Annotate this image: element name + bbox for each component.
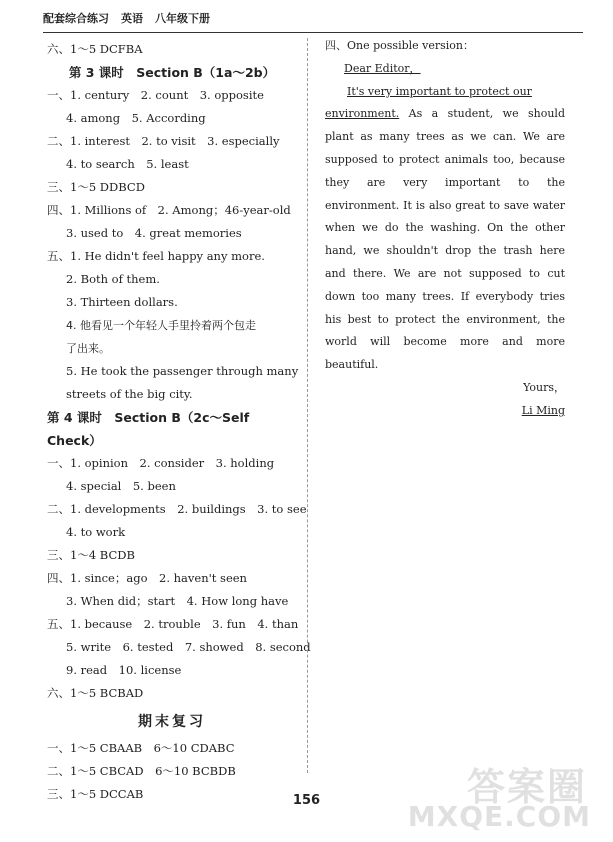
right-column bbox=[325, 35, 565, 423]
answer-line: 4. special 5. been bbox=[66, 479, 176, 493]
essay-line: plant as many trees as we can. We are bbox=[325, 130, 565, 144]
essay-line-text: It's very important to protect our bbox=[347, 84, 532, 98]
essay-line: environment. As a student, we should bbox=[325, 107, 565, 121]
page-number: 156 bbox=[292, 793, 321, 808]
answer-line: 四、1. Millions of 2. Among；46-year-old bbox=[47, 203, 291, 217]
watermark-url-text: MXQE.COM bbox=[407, 800, 591, 833]
answer-line: 二、1～5 CBCAD 6～10 BCBDB bbox=[47, 764, 236, 778]
answer-line: 五、1. He didn't feel happy any more. bbox=[47, 249, 265, 263]
answer-line: 四、1. since；ago 2. haven't seen bbox=[47, 571, 247, 585]
essay-line: hand, we shouldn't drop the trash here bbox=[325, 244, 565, 258]
essay-line bbox=[325, 81, 565, 104]
salutation-text: Dear Editor， bbox=[344, 61, 421, 75]
section4-title: 第 4 课时 Section B（2c～Self Check） bbox=[47, 410, 250, 448]
essay-line: down too many trees. If everybody tries bbox=[325, 289, 565, 303]
answer-line: 3. Thirteen dollars. bbox=[66, 295, 178, 309]
essay-line: they are very important to the bbox=[325, 175, 565, 189]
essay-line: and there. We are not supposed to cut bbox=[325, 266, 565, 280]
essay-body bbox=[325, 81, 565, 377]
review-title: 期末复习 bbox=[138, 714, 206, 730]
page-header bbox=[43, 4, 583, 33]
section3-title: 第 3 课时 Section B（1a～2b） bbox=[68, 65, 276, 80]
answer-line: streets of the big city. bbox=[66, 387, 193, 401]
essay-signature bbox=[325, 400, 565, 423]
essay-salutation bbox=[325, 58, 565, 81]
answer-line: 4. to search 5. least bbox=[66, 157, 189, 171]
answer-line: 9. read 10. license bbox=[66, 663, 182, 677]
essay-line: beautiful. bbox=[325, 358, 379, 372]
signature-text: Li Ming bbox=[521, 403, 565, 417]
answer-line: 3. When did；start 4. How long have bbox=[66, 594, 289, 608]
section4-answers bbox=[47, 452, 311, 705]
answer-line: 六、1～5 BCBAD bbox=[47, 686, 144, 700]
answer-line: 二、1. interest 2. to visit 3. especially bbox=[47, 134, 280, 148]
essay-line: world will become more and more bbox=[325, 335, 565, 349]
column-divider bbox=[307, 38, 308, 773]
answer-line: 2. Both of them. bbox=[66, 272, 160, 286]
answer-line: 三、1～4 BCDB bbox=[47, 548, 135, 562]
answer-line: 一、1. opinion 2. consider 3. holding bbox=[47, 456, 275, 470]
answer-line: 二、1. developments 2. buildings 3. to see bbox=[47, 502, 307, 516]
answer-line: 五、1. because 2. trouble 3. fun 4. than bbox=[47, 617, 299, 631]
answer-line: 了出来。 bbox=[66, 342, 110, 355]
essay-intro: 四、One possible version： bbox=[325, 39, 474, 52]
essay-line: supposed to protect animals too, because bbox=[325, 152, 565, 166]
section3-answers bbox=[47, 84, 297, 406]
watermark bbox=[393, 756, 593, 836]
answer-line: 一、1. century 2. count 3. opposite bbox=[47, 88, 264, 102]
answer-line: 4. among 5. According bbox=[66, 111, 206, 125]
answer-line: 3. used to 4. great memories bbox=[66, 226, 242, 240]
answer-line: 5. He took the passenger through many bbox=[66, 364, 299, 378]
answer-line: 4. to work bbox=[66, 525, 126, 539]
essay-line: his best to protect the environment, the bbox=[325, 312, 565, 326]
answer-line: 三、1～5 DDBCD bbox=[47, 180, 145, 194]
answer-line: 4. 他看见一个年轻人手里拎着两个包走 bbox=[66, 319, 256, 332]
essay-line: environment. It is also great to save water bbox=[325, 198, 565, 212]
header-subject: 英语 bbox=[121, 12, 143, 25]
header-grade: 八年级下册 bbox=[155, 12, 210, 25]
answer-line: 5. write 6. tested 7. showed 8. second bbox=[66, 640, 311, 654]
answer-line: 三、1～5 DCCAB bbox=[47, 787, 144, 801]
watermark-logo-text: 答案圈 bbox=[466, 765, 587, 809]
header-book-title: 配套综合练习 bbox=[43, 12, 109, 25]
answer-line: 一、1～5 CBAAB 6～10 CDABC bbox=[47, 741, 235, 755]
essay-line: when we do the washing. On the other bbox=[325, 221, 565, 235]
essay-closing: Yours， bbox=[523, 380, 565, 394]
answer-line: 六、1～5 DCFBA bbox=[47, 42, 143, 56]
